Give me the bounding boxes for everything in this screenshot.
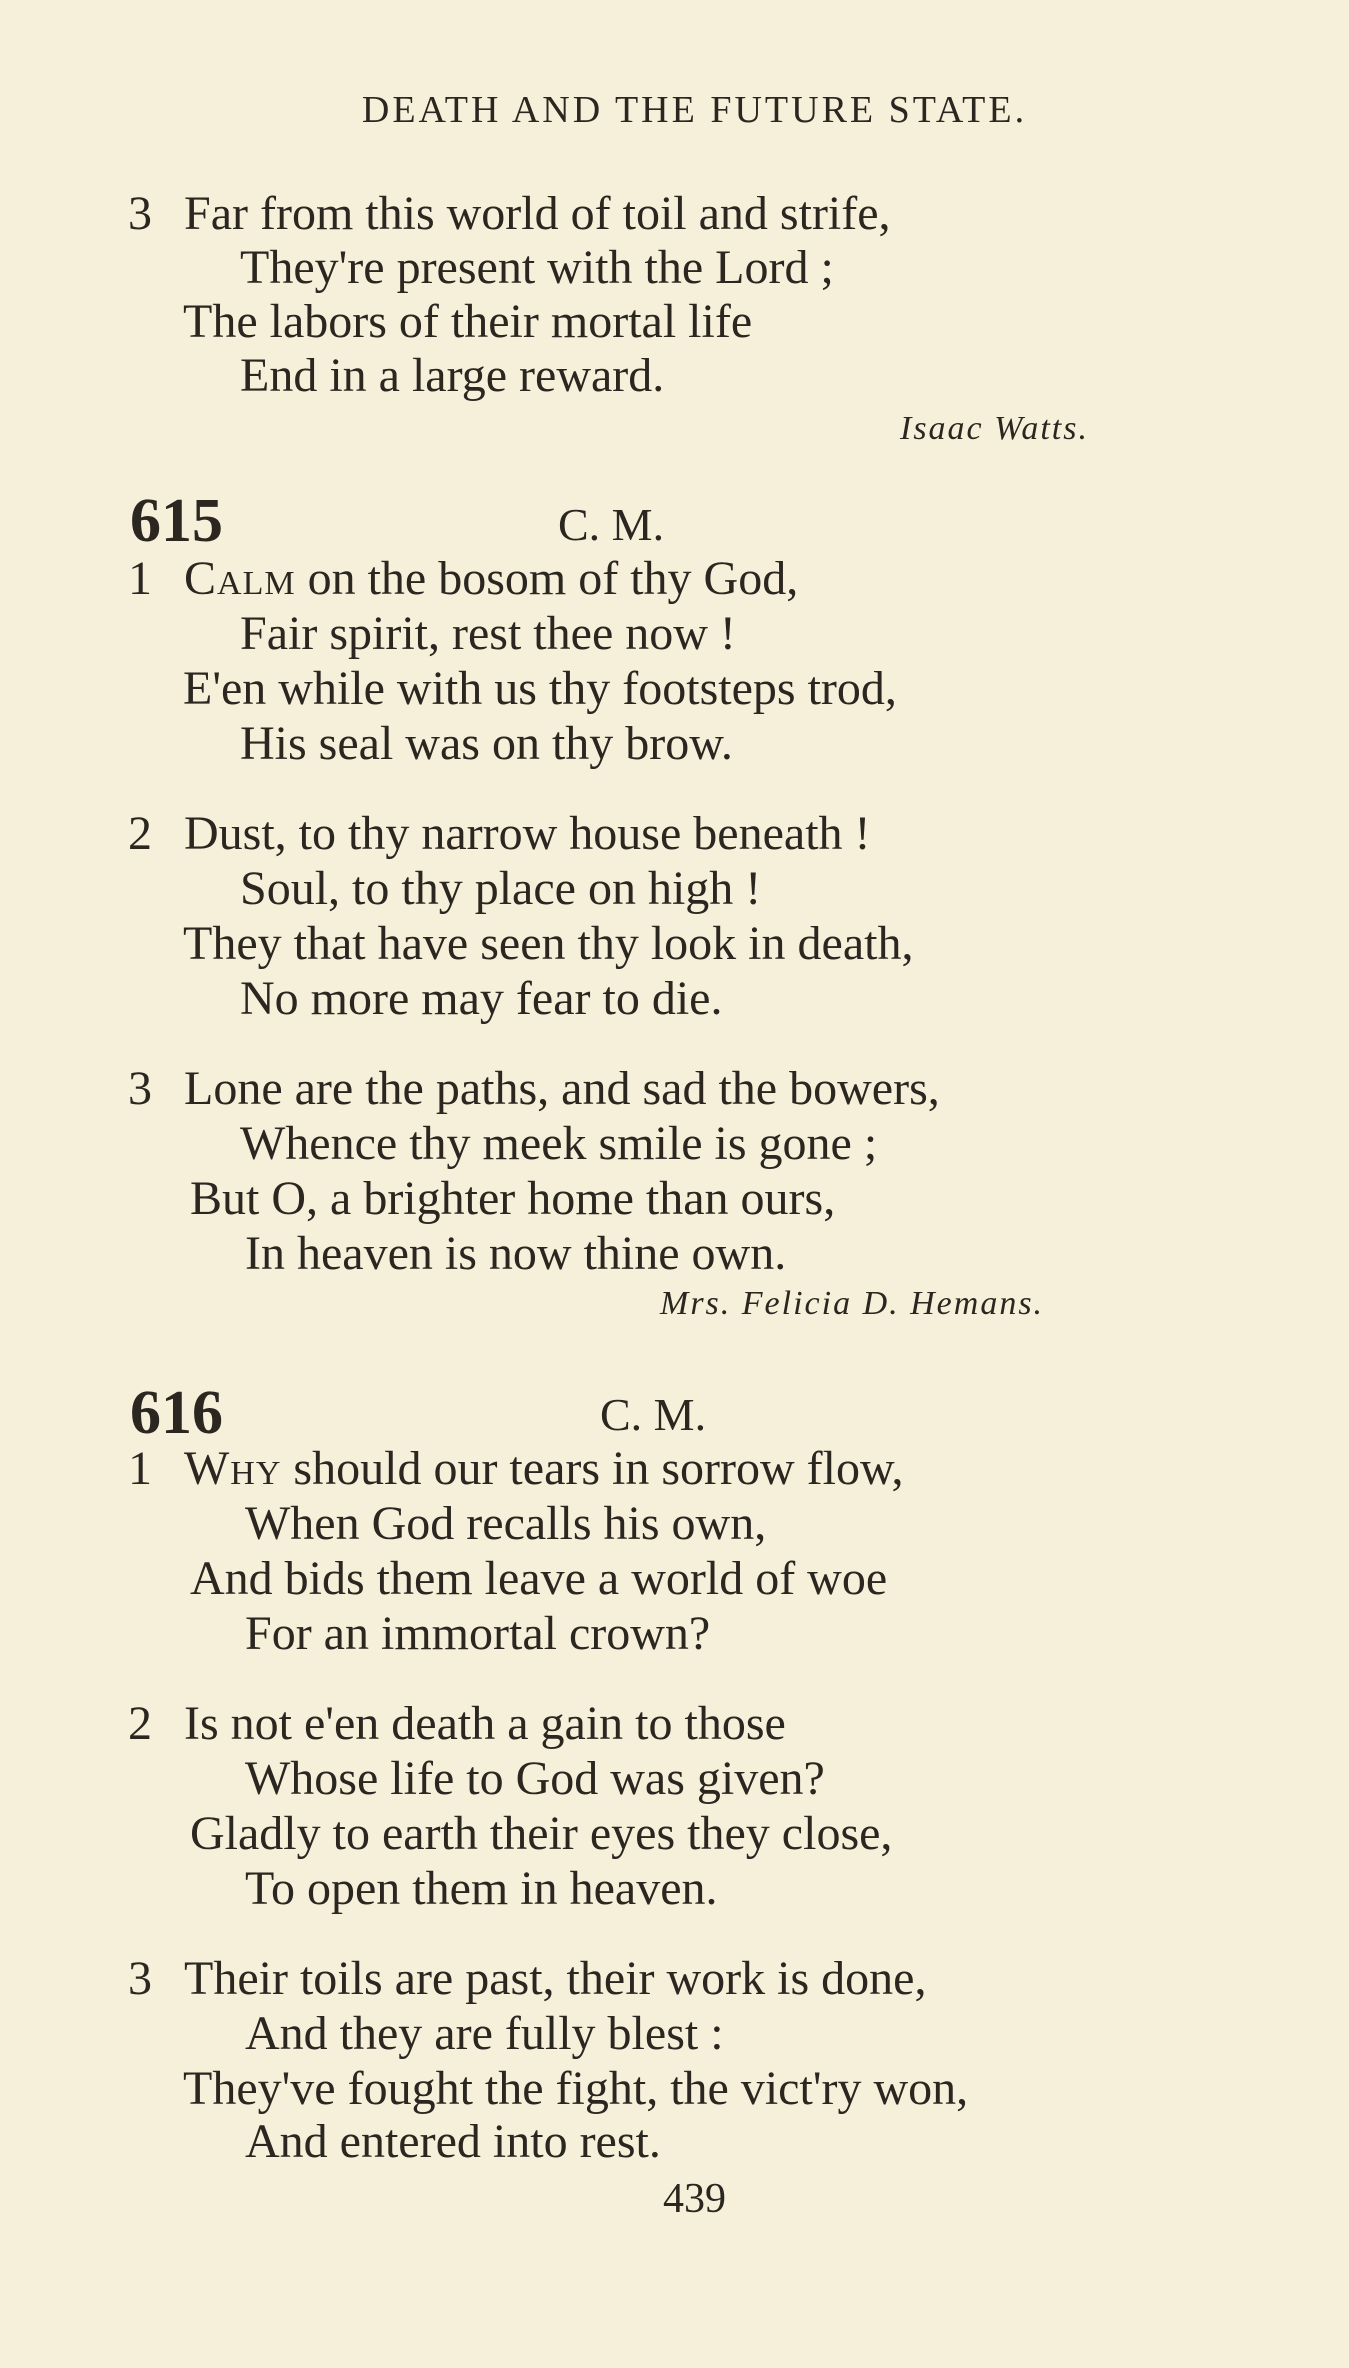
verse-text: Lone are the paths, and sad the bowers, [184, 1062, 940, 1115]
verse-line [128, 552, 799, 605]
first-word: Calm [184, 552, 296, 605]
stanza-number: 1 [128, 1442, 152, 1495]
stanza-number: 2 [128, 1697, 152, 1750]
hymn-meter: C. M. [558, 499, 665, 550]
verse-line: Fair spirit, rest thee now ! [240, 607, 736, 660]
verse-text: Dust, to thy narrow house beneath ! [184, 807, 871, 860]
verse-line: Soul, to thy place on high ! [240, 862, 762, 915]
hymn-meter: C. M. [600, 1389, 707, 1440]
verse-line: They're present with the Lord ; [240, 241, 834, 294]
verse-line: When God recalls his own, [245, 1497, 767, 1550]
verse-text: should our tears in sorrow flow, [281, 1442, 904, 1495]
verse-line: And entered into rest. [245, 2115, 661, 2168]
verse-line [128, 1062, 940, 1115]
verse-text: Their toils are past, their work is done, [184, 1952, 927, 2005]
verse-line: Gladly to earth their eyes they close, [190, 1807, 893, 1860]
verse-line: In heaven is now thine own. [245, 1227, 787, 1280]
verse-line: Whose life to God was given? [245, 1752, 825, 1805]
stanza-number: 3 [128, 1952, 152, 2005]
verse-line: No more may fear to die. [240, 972, 723, 1025]
verse-line: And they are fully blest : [245, 2007, 724, 2060]
verse-line: The labors of their mortal life [183, 295, 753, 348]
verse-text: on the bosom of thy God, [295, 552, 799, 605]
verse-text: Far from this world of toil and strife, [184, 187, 891, 240]
verse-line: To open them in heaven. [245, 1862, 718, 1915]
stanza-number: 2 [128, 807, 152, 860]
verse-line [128, 187, 891, 240]
verse-line: But O, a brighter home than ours, [190, 1172, 836, 1225]
verse-line: They that have seen thy look in death, [183, 917, 914, 970]
stanza-number: 3 [128, 1062, 152, 1115]
hymn-author: Isaac Watts. [900, 410, 1089, 447]
running-header: DEATH AND THE FUTURE STATE. [361, 89, 1028, 131]
stanza-number: 1 [128, 552, 152, 605]
page-number: 439 [663, 2176, 726, 2222]
verse-line [128, 807, 871, 860]
verse-line: His seal was on thy brow. [240, 717, 733, 770]
verse-line [128, 1697, 786, 1750]
verse-line [128, 1442, 904, 1495]
verse-line: Whence thy meek smile is gone ; [240, 1117, 878, 1170]
hymn-author: Mrs. Felicia D. Hemans. [660, 1285, 1045, 1322]
hymn-number: 615 [130, 487, 223, 555]
verse-line: And bids them leave a world of woe [190, 1552, 888, 1605]
stanza-number: 3 [128, 187, 152, 240]
verse-line: End in a large reward. [240, 349, 665, 402]
verse-line: For an immortal crown? [245, 1607, 711, 1660]
hymn-number: 616 [130, 1379, 223, 1447]
verse-line: E'en while with us thy footsteps trod, [183, 662, 897, 715]
verse-text: Is not e'en death a gain to those [184, 1697, 786, 1750]
first-word: Why [184, 1442, 282, 1495]
verse-line [128, 1952, 927, 2005]
verse-line: They've fought the fight, the vict'ry won, [183, 2062, 969, 2115]
